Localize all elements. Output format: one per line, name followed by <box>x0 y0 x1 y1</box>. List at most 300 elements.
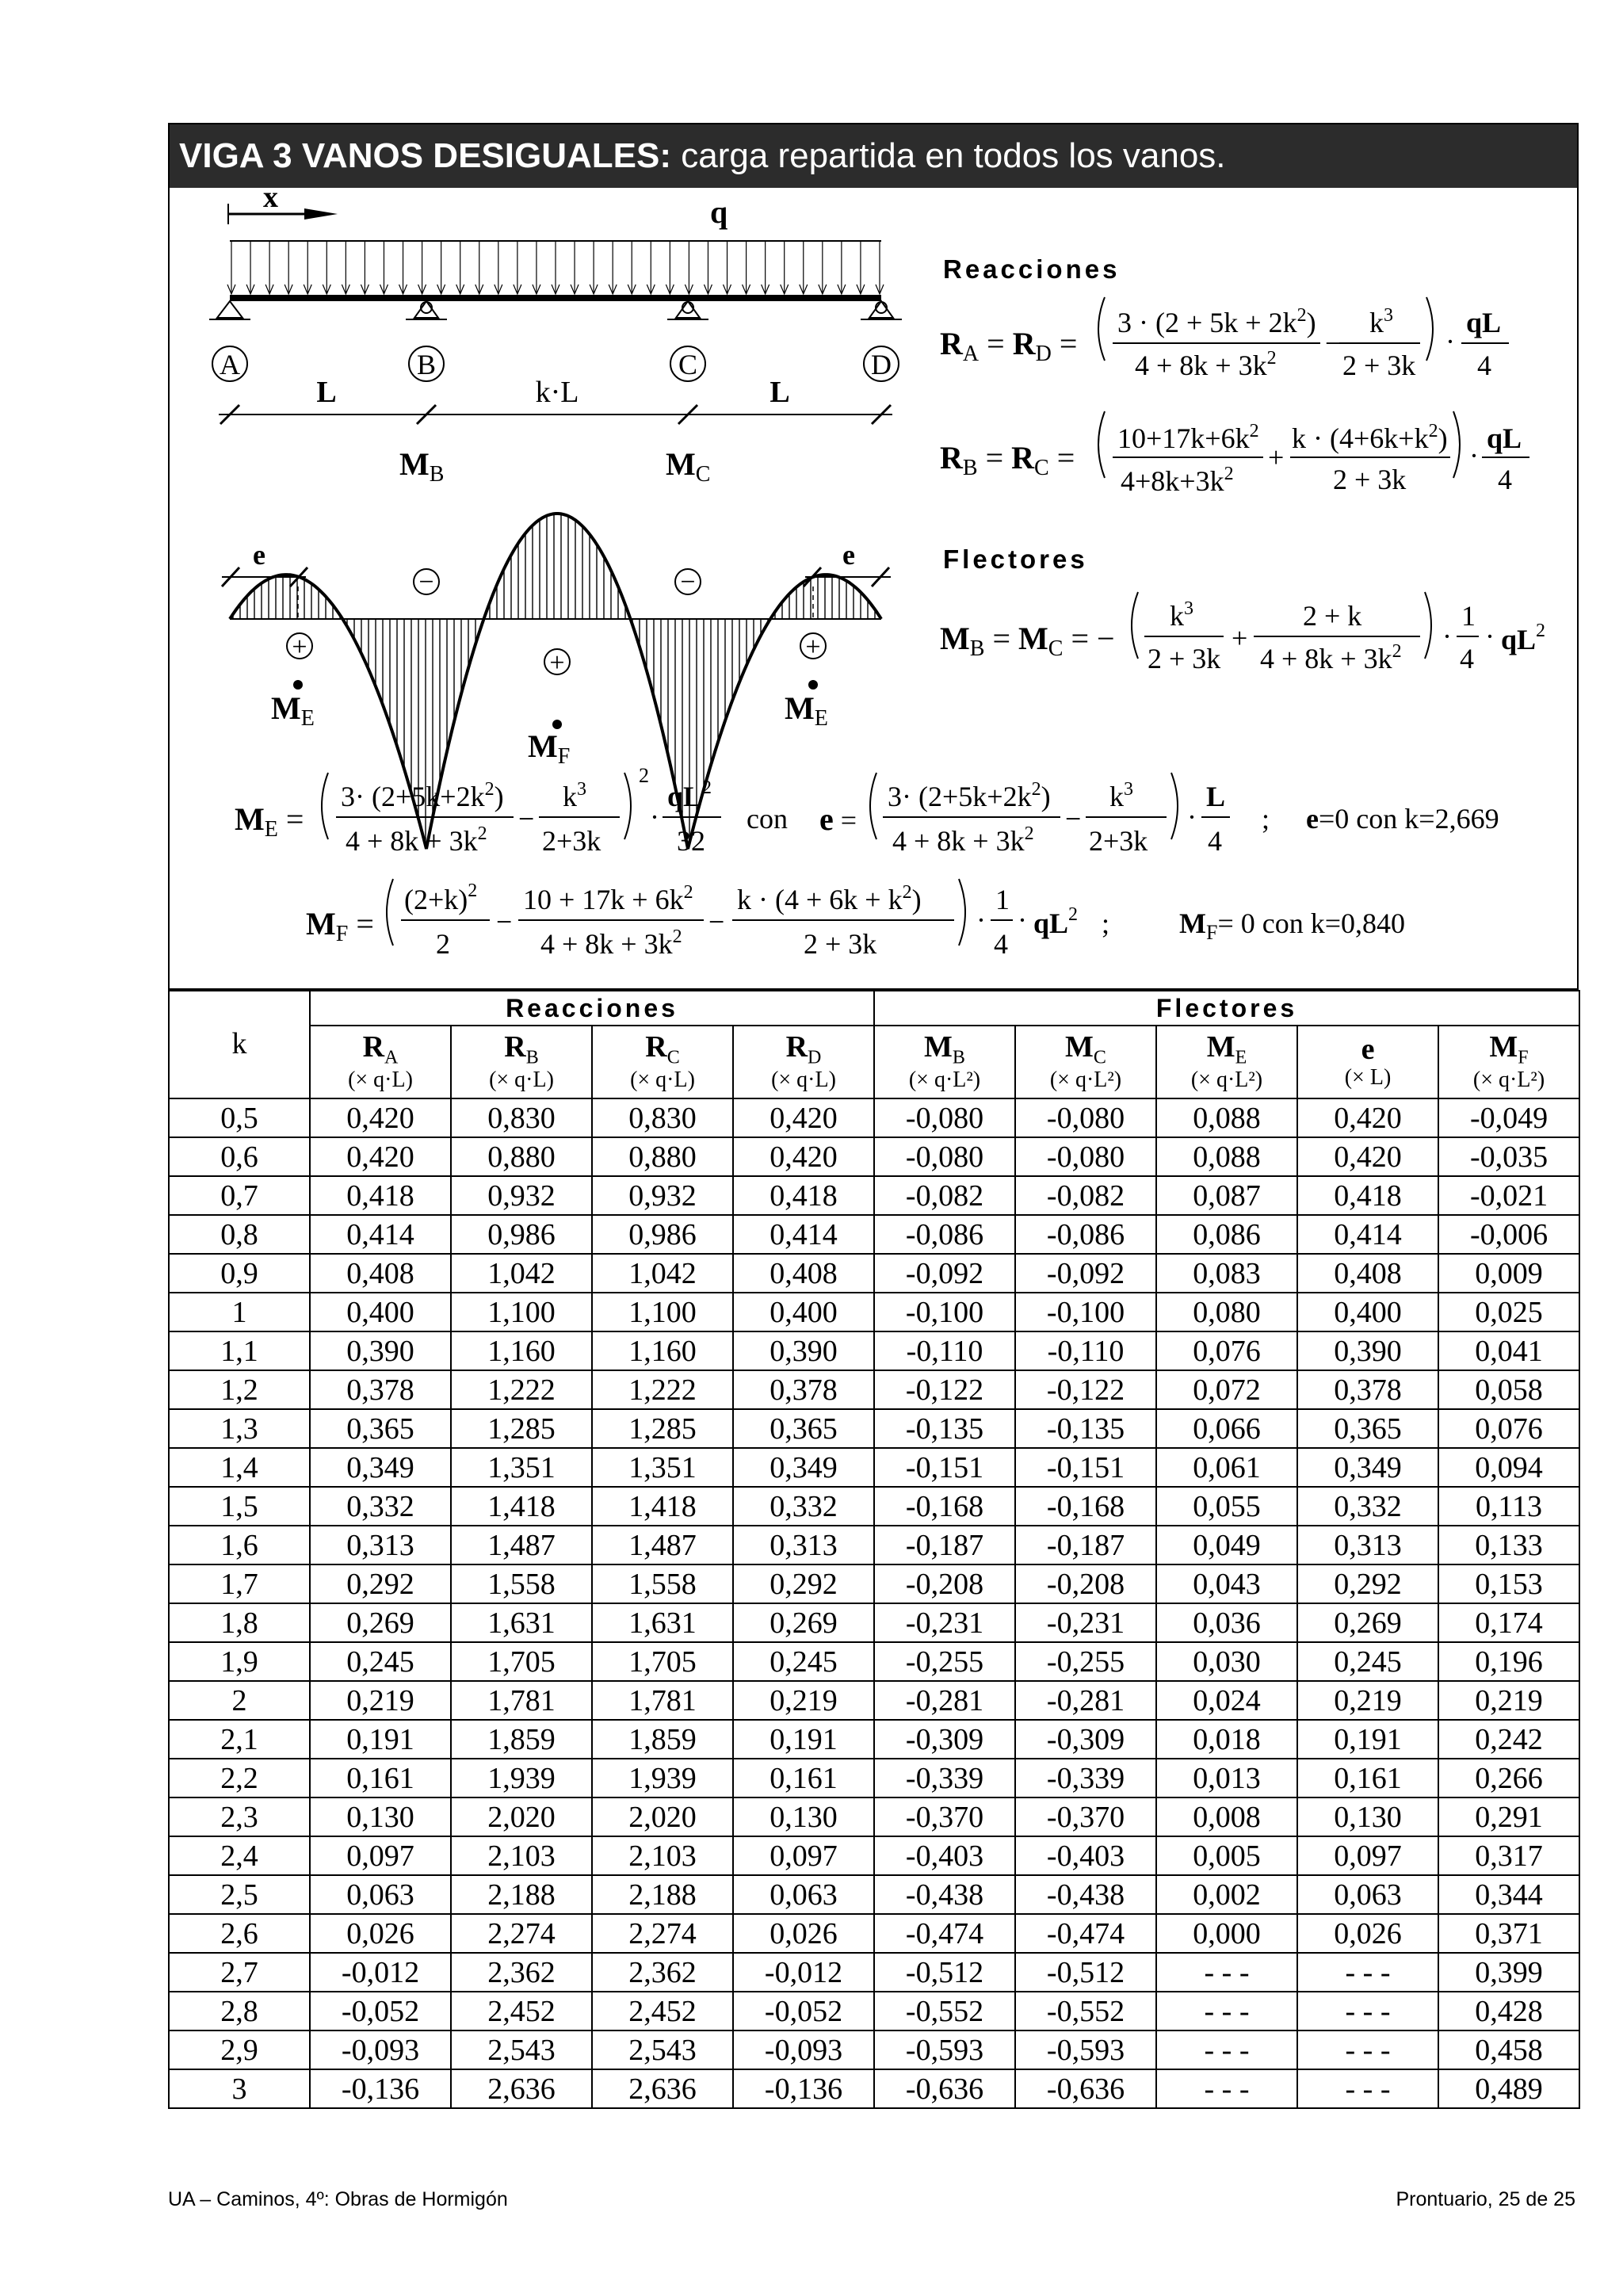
mf-zero-note: $M_F= 0$ con k=0,840 <box>1179 907 1406 944</box>
table-cell: 2,362 <box>451 1953 592 1992</box>
svg-text:4: 4 <box>1460 643 1474 674</box>
table-cell: 2,452 <box>592 1992 733 2030</box>
table-cell: 0,880 <box>451 1137 592 1176</box>
column-header: $M_B$ (× q·L²) <box>874 1026 1015 1098</box>
table-cell: 0,408 <box>733 1254 874 1293</box>
svg-text:qL: qL <box>1487 422 1522 454</box>
table-cell: 0,6 <box>169 1137 310 1176</box>
table-cell: 0,291 <box>1438 1797 1579 1836</box>
table-cell: -0,092 <box>874 1254 1015 1293</box>
table-cell: 1,285 <box>451 1409 592 1448</box>
support-label-d <box>864 346 899 381</box>
table-row <box>169 1293 1579 1331</box>
table-cell: -0,309 <box>1015 1720 1156 1759</box>
table-cell: 0,420 <box>733 1137 874 1176</box>
svg-text:32: 32 <box>677 825 705 857</box>
table-cell: -0,006 <box>1438 1215 1579 1254</box>
svg-text:qL: qL <box>1466 307 1502 338</box>
table-cell: 1,487 <box>451 1526 592 1564</box>
svg-text:4+8k+3k2: $4+8k+3k^2$ <box>1121 464 1234 497</box>
table-cell: 0,076 <box>1156 1331 1297 1370</box>
formula-e <box>819 773 1270 857</box>
table-cell: 0,292 <box>1297 1564 1438 1603</box>
table-cell: 0,086 <box>1156 1215 1297 1254</box>
svg-text:4 + 8k + 3k2: $4 + 8k + 3k^2$ <box>346 823 487 857</box>
support-b <box>406 301 447 319</box>
table-cell: -0,593 <box>874 2030 1015 2069</box>
span-3-label: L <box>769 376 790 409</box>
table-cell: 0,414 <box>1297 1215 1438 1254</box>
table-cell: 0,174 <box>1438 1603 1579 1642</box>
mf-label: $M_F$ <box>528 728 571 769</box>
table-cell: - - - <box>1156 1953 1297 1992</box>
table-row <box>169 1487 1579 1526</box>
table-cell: 1,859 <box>451 1720 592 1759</box>
table-cell: 1,351 <box>451 1448 592 1487</box>
svg-text:ME =: $M_E$ = <box>235 801 304 842</box>
svg-text:·: · <box>1469 440 1479 472</box>
table-cell: -0,136 <box>733 2069 874 2108</box>
table-cell: -0,552 <box>1015 1992 1156 2030</box>
column-header: $R_B$ (× q·L) <box>451 1026 592 1098</box>
table-cell: 1,939 <box>451 1759 592 1797</box>
table-cell: -0,474 <box>1015 1914 1156 1953</box>
table-cell: 1,222 <box>451 1370 592 1409</box>
support-label-a <box>212 346 247 381</box>
svg-text:2 + 3k: 2 + 3k <box>804 928 877 960</box>
table-cell: 0,414 <box>310 1215 451 1254</box>
table-row <box>169 1759 1579 1797</box>
svg-text:−: − <box>1325 327 1342 359</box>
table-cell: 0,420 <box>310 1137 451 1176</box>
svg-text:·: · <box>1018 904 1027 936</box>
table-cell: 0,030 <box>1156 1642 1297 1681</box>
k-header: k <box>169 991 310 1098</box>
svg-text:−: − <box>418 567 434 597</box>
table-cell: 0,5 <box>169 1098 310 1137</box>
table-cell: -0,080 <box>874 1137 1015 1176</box>
table-cell: - - - <box>1297 1953 1438 1992</box>
table-cell: 2,3 <box>169 1797 310 1836</box>
svg-text:RA = RD =: $R_A = R_D$ = <box>940 326 1078 366</box>
svg-text:−: − <box>496 906 513 938</box>
table-cell: 0,000 <box>1156 1914 1297 1953</box>
table-cell: 1,100 <box>451 1293 592 1331</box>
table-row <box>169 1098 1579 1137</box>
table-cell: 0,191 <box>1297 1720 1438 1759</box>
table-cell: -0,255 <box>1015 1642 1156 1681</box>
svg-text:C: C <box>678 349 698 380</box>
table-cell: 2,274 <box>451 1914 592 1953</box>
svg-text:2+3k: 2+3k <box>542 825 601 857</box>
table-cell: 1,2 <box>169 1370 310 1409</box>
table-cell: 1,631 <box>592 1603 733 1642</box>
table-cell: -0,080 <box>1015 1137 1156 1176</box>
table-cell: 0,344 <box>1438 1875 1579 1914</box>
svg-text:+: + <box>292 632 307 662</box>
distributed-load <box>227 242 884 294</box>
table-cell: 0,026 <box>310 1914 451 1953</box>
svg-text:e =: e = <box>819 801 857 837</box>
table-cell: -0,512 <box>1015 1953 1156 1992</box>
svg-text:L: L <box>1206 781 1226 812</box>
table-cell: 0,161 <box>733 1759 874 1797</box>
table-cell: 0,408 <box>1297 1254 1438 1293</box>
footer-left: UA – Caminos, 4º: Obras de Hormigón <box>168 2188 508 2210</box>
table-cell: 2 <box>169 1681 310 1720</box>
table-row <box>169 1526 1579 1564</box>
table-row <box>169 1720 1579 1759</box>
table-row <box>169 1215 1579 1254</box>
table-cell: 0,242 <box>1438 1720 1579 1759</box>
moment-diagram <box>230 514 881 849</box>
table-row <box>169 1642 1579 1681</box>
svg-text:10 + 17k + 6k2: $10 + 17k + 6k^2$ <box>523 882 693 915</box>
table-cell: 1,042 <box>592 1254 733 1293</box>
table-cell: -0,082 <box>874 1176 1015 1215</box>
formula-me <box>235 764 788 857</box>
table-cell: 0,266 <box>1438 1759 1579 1797</box>
reacciones-heading: Reacciones <box>943 254 1121 284</box>
table-cell: 0,349 <box>310 1448 451 1487</box>
table-cell: 2,362 <box>592 1953 733 1992</box>
table-cell: -0,122 <box>1015 1370 1156 1409</box>
support-c <box>667 301 708 319</box>
table-cell: -0,168 <box>874 1487 1015 1526</box>
table-cell: 0,400 <box>733 1293 874 1331</box>
table-cell: 0,196 <box>1438 1642 1579 1681</box>
table-cell: -0,080 <box>1015 1098 1156 1137</box>
table-cell: 0,008 <box>1156 1797 1297 1836</box>
table-cell: -0,080 <box>874 1098 1015 1137</box>
table-cell: 0,292 <box>733 1564 874 1603</box>
table-cell: 0,378 <box>310 1370 451 1409</box>
support-label-c <box>670 346 705 381</box>
table-cell: -0,093 <box>733 2030 874 2069</box>
table-row <box>169 1254 1579 1293</box>
table-cell: 0,161 <box>310 1759 451 1797</box>
table-cell: 0,414 <box>733 1215 874 1254</box>
table-cell: 0,9 <box>169 1254 310 1293</box>
table-cell: 1,4 <box>169 1448 310 1487</box>
table-cell: 0,365 <box>310 1409 451 1448</box>
table-cell: 2,452 <box>451 1992 592 2030</box>
table-cell: 0,066 <box>1156 1409 1297 1448</box>
table-cell: 0,025 <box>1438 1293 1579 1331</box>
table-cell: 0,400 <box>1297 1293 1438 1331</box>
table-cell: 0,245 <box>733 1642 874 1681</box>
svg-text:·: · <box>1442 621 1452 652</box>
table-cell: - - - <box>1297 2030 1438 2069</box>
table-row <box>169 1875 1579 1914</box>
svg-text:−: − <box>1065 803 1082 835</box>
table-cell: -0,438 <box>1015 1875 1156 1914</box>
x-arrow-head <box>304 208 338 220</box>
table-cell: 1,1 <box>169 1331 310 1370</box>
table-cell: -0,151 <box>1015 1448 1156 1487</box>
table-cell: 1,781 <box>451 1681 592 1720</box>
table-cell: 0,219 <box>310 1681 451 1720</box>
table-cell: 0,830 <box>592 1098 733 1137</box>
table-cell: -0,636 <box>1015 2069 1156 2108</box>
formula-panel <box>168 123 1579 990</box>
table-cell: 0,002 <box>1156 1875 1297 1914</box>
table-cell: 0,830 <box>451 1098 592 1137</box>
table-cell: -0,086 <box>874 1215 1015 1254</box>
table-cell: 0,063 <box>310 1875 451 1914</box>
svg-text:2+3k: 2+3k <box>1089 825 1148 857</box>
svg-text:4 + 8k + 3k2: $4 + 8k + 3k^2$ <box>1135 348 1277 381</box>
e-zero-note: e=0 con k=2,669 <box>1306 803 1499 835</box>
svg-text:k · (4+6k+k2): $k \cdot (4+6k+k^2)$ <box>1292 421 1448 454</box>
table-cell: 2,7 <box>169 1953 310 1992</box>
table-cell: 2,543 <box>592 2030 733 2069</box>
table-cell: 0,365 <box>733 1409 874 1448</box>
table-cell: -0,208 <box>1015 1564 1156 1603</box>
column-header: $R_A$ (× q·L) <box>310 1026 451 1098</box>
table-cell: 0,292 <box>310 1564 451 1603</box>
table-row <box>169 1603 1579 1642</box>
table-cell: -0,136 <box>310 2069 451 2108</box>
table-row <box>169 1681 1579 1720</box>
table-cell: 0,986 <box>451 1215 592 1254</box>
table-cell: 0,245 <box>1297 1642 1438 1681</box>
svg-text:k · (4 + 6k + k2): $k \cdot (4 + 6k + k^2)$ <box>737 882 922 915</box>
table-cell: 2,5 <box>169 1875 310 1914</box>
table-cell: 0,013 <box>1156 1759 1297 1797</box>
table-cell: 2,2 <box>169 1759 310 1797</box>
table-cell: -0,339 <box>874 1759 1015 1797</box>
table-cell: 0,083 <box>1156 1254 1297 1293</box>
table-cell: -0,122 <box>874 1370 1015 1409</box>
table-cell: 0,371 <box>1438 1914 1579 1953</box>
table-cell: -0,552 <box>874 1992 1015 2030</box>
table-cell: 0,219 <box>1438 1681 1579 1720</box>
table-cell: -0,110 <box>1015 1331 1156 1370</box>
group-reacciones: Reacciones <box>310 991 874 1026</box>
table-cell: 2,543 <box>451 2030 592 2069</box>
beam <box>230 295 881 301</box>
table-cell: 0,489 <box>1438 2069 1579 2108</box>
table-cell: 0,317 <box>1438 1836 1579 1875</box>
table-cell: 0,130 <box>1297 1797 1438 1836</box>
table-cell: -0,151 <box>874 1448 1015 1487</box>
table-cell: 0,365 <box>1297 1409 1438 1448</box>
svg-text:;: ; <box>1262 803 1270 835</box>
formula-rb-rc <box>940 411 1529 497</box>
table-cell: -0,012 <box>733 1953 874 1992</box>
table-row <box>169 1836 1579 1875</box>
table-cell: - - - <box>1156 1992 1297 2030</box>
support-d <box>861 301 902 319</box>
table-cell: -0,281 <box>874 1681 1015 1720</box>
table-cell: 1,3 <box>169 1409 310 1448</box>
svg-text:A: A <box>220 349 240 380</box>
svg-text:qL2: $qL^2$ <box>1501 621 1546 655</box>
table-cell: 2,636 <box>451 2069 592 2108</box>
table-cell: 0,420 <box>1297 1137 1438 1176</box>
table-cell: 1,487 <box>592 1526 733 1564</box>
table-cell: 0,063 <box>1297 1875 1438 1914</box>
table-cell: 1,705 <box>451 1642 592 1681</box>
table-cell: -0,135 <box>1015 1409 1156 1448</box>
table-row <box>169 1797 1579 1836</box>
table-cell: 0,009 <box>1438 1254 1579 1293</box>
table-cell: 0,161 <box>1297 1759 1438 1797</box>
table-cell: 3 <box>169 2069 310 2108</box>
load-top-line <box>230 240 881 242</box>
svg-text:3 · (2 + 5k + 2k2): $3 \cdot (2 + 5k + 2k^2)$ <box>1117 305 1316 338</box>
table-cell: 0,097 <box>733 1836 874 1875</box>
table-cell: 0,026 <box>1297 1914 1438 1953</box>
svg-text:B: B <box>416 349 437 380</box>
table-cell: 2,020 <box>451 1797 592 1836</box>
svg-text:2 + k: 2 + k <box>1303 600 1362 632</box>
svg-text:k3: $k^3$ <box>563 779 586 812</box>
table-cell: 1,5 <box>169 1487 310 1526</box>
table-cell: 1,418 <box>592 1487 733 1526</box>
table-cell: -0,474 <box>874 1914 1015 1953</box>
table-cell: 0,087 <box>1156 1176 1297 1215</box>
e-dimension-right <box>804 539 891 619</box>
table-cell: 0,041 <box>1438 1331 1579 1370</box>
table-cell: -0,231 <box>1015 1603 1156 1642</box>
svg-text:3· (2+5k+2k2): $3\cdot (2+5k+2k^2)$ <box>341 779 504 812</box>
table-cell: -0,052 <box>310 1992 451 2030</box>
table-cell: 0,420 <box>733 1098 874 1137</box>
column-header: e (× L) <box>1297 1026 1438 1098</box>
table-cell: 0,313 <box>310 1526 451 1564</box>
table-cell: -0,593 <box>1015 2030 1156 2069</box>
svg-text:4 + 8k + 3k2: $4 + 8k + 3k^2$ <box>892 823 1034 857</box>
table-row <box>169 1448 1579 1487</box>
support-a <box>209 301 250 319</box>
svg-text:4: 4 <box>1498 464 1512 495</box>
column-header: $R_C$ (× q·L) <box>592 1026 733 1098</box>
table-row <box>169 1953 1579 1992</box>
svg-text:·: · <box>1445 326 1455 357</box>
table-cell: 0,097 <box>1297 1836 1438 1875</box>
table-cell: 1,8 <box>169 1603 310 1642</box>
table-cell: -0,636 <box>874 2069 1015 2108</box>
table-cell: -0,021 <box>1438 1176 1579 1215</box>
table-cell: 1 <box>169 1293 310 1331</box>
results-table <box>168 990 1580 2109</box>
table-row <box>169 1992 1579 2030</box>
table-cell: 0,088 <box>1156 1098 1297 1137</box>
svg-text:2: 2 <box>639 764 649 787</box>
table-cell: 0,932 <box>592 1176 733 1215</box>
svg-text:2 + 3k: 2 + 3k <box>1342 350 1416 381</box>
table-cell: 0,061 <box>1156 1448 1297 1487</box>
me-left-label: $M_E$ <box>271 690 315 731</box>
svg-text:2 + 3k: 2 + 3k <box>1148 643 1221 674</box>
table-cell: 0,076 <box>1438 1409 1579 1448</box>
table-cell: - - - <box>1297 1992 1438 2030</box>
table-cell: 0,191 <box>310 1720 451 1759</box>
table-cell: 1,558 <box>451 1564 592 1603</box>
beam-diagram <box>170 124 1577 988</box>
table-cell: 0,130 <box>310 1797 451 1836</box>
table-cell: 0,418 <box>310 1176 451 1215</box>
table-cell: 1,6 <box>169 1526 310 1564</box>
table-cell: 0,349 <box>1297 1448 1438 1487</box>
column-header: $M_E$ (× q·L²) <box>1156 1026 1297 1098</box>
svg-text:4 + 8k + 3k2: $4 + 8k + 3k^2$ <box>540 926 682 960</box>
table-cell: 2,103 <box>451 1836 592 1875</box>
formula-mf <box>306 879 1109 960</box>
svg-text:con: con <box>747 803 788 835</box>
span-2-label: k·L <box>535 376 579 409</box>
column-header: $M_C$ (× q·L²) <box>1015 1026 1156 1098</box>
table-row <box>169 2030 1579 2069</box>
group-flectores: Flectores <box>874 991 1579 1026</box>
table-cell: 1,042 <box>451 1254 592 1293</box>
span-1-label: L <box>316 376 337 409</box>
table-row <box>169 2069 1579 2108</box>
table-cell: -0,168 <box>1015 1487 1156 1526</box>
table-row <box>169 1914 1579 1953</box>
svg-text:·: · <box>1187 801 1197 833</box>
table-cell: -0,092 <box>1015 1254 1156 1293</box>
table-cell: 0,420 <box>310 1098 451 1137</box>
svg-text:;: ; <box>1102 907 1110 939</box>
table-cell: 0,390 <box>310 1331 451 1370</box>
table-cell: 0,055 <box>1156 1487 1297 1526</box>
table-cell: - - - <box>1156 2069 1297 2108</box>
table-cell: -0,281 <box>1015 1681 1156 1720</box>
table-cell: 0,390 <box>1297 1331 1438 1370</box>
table-cell: 1,100 <box>592 1293 733 1331</box>
table-cell: 0,8 <box>169 1215 310 1254</box>
table-cell: -0,231 <box>874 1603 1015 1642</box>
svg-text:+: + <box>1268 441 1285 473</box>
table-cell: - - - <box>1297 2069 1438 2108</box>
table-cell: 0,418 <box>1297 1176 1438 1215</box>
table-cell: -0,086 <box>1015 1215 1156 1254</box>
table-cell: 0,332 <box>310 1487 451 1526</box>
svg-text:2: 2 <box>436 928 450 960</box>
table-cell: 1,859 <box>592 1720 733 1759</box>
load-label: q <box>710 194 728 230</box>
svg-text:e: e <box>842 539 855 571</box>
table-cell: 0,245 <box>310 1642 451 1681</box>
table-cell: 2,020 <box>592 1797 733 1836</box>
table-cell: 2,188 <box>451 1875 592 1914</box>
svg-text:RB = RC =: $R_B = R_C$ = <box>940 440 1075 480</box>
table-cell: 0,378 <box>733 1370 874 1409</box>
table-cell: 1,558 <box>592 1564 733 1603</box>
svg-text:D: D <box>871 349 892 380</box>
table-row <box>169 1370 1579 1409</box>
table-cell: 0,080 <box>1156 1293 1297 1331</box>
svg-text:qL2: $qL^2$ <box>667 777 712 812</box>
svg-text:1: 1 <box>1461 600 1476 632</box>
table-cell: -0,438 <box>874 1875 1015 1914</box>
table-cell: 0,130 <box>733 1797 874 1836</box>
table-cell: 0,332 <box>1297 1487 1438 1526</box>
table-cell: 0,420 <box>1297 1098 1438 1137</box>
table-cell: 0,313 <box>733 1526 874 1564</box>
table-row <box>169 1176 1579 1215</box>
table-cell: 2,274 <box>592 1914 733 1953</box>
results-table-wrap <box>168 990 1579 2109</box>
table-row <box>169 1564 1579 1603</box>
svg-text:+: + <box>1232 622 1248 654</box>
table-cell: 2,4 <box>169 1836 310 1875</box>
table-cell: -0,187 <box>874 1526 1015 1564</box>
table-cell: 0,418 <box>733 1176 874 1215</box>
